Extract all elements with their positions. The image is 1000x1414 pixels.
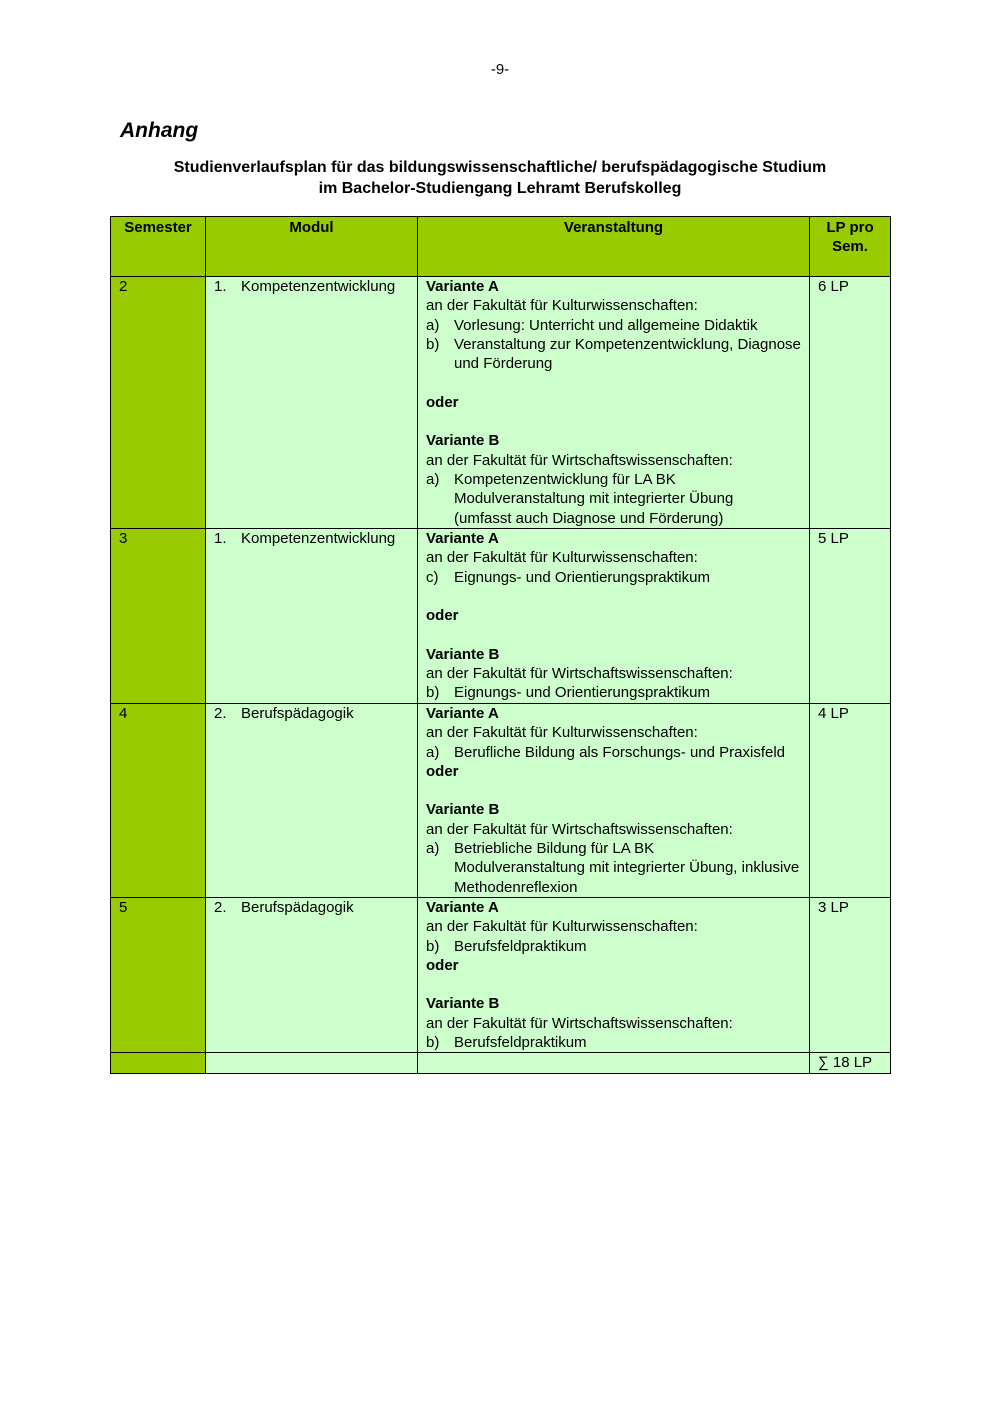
variant-b-title: Variante B <box>426 432 500 450</box>
section-heading: Anhang <box>120 119 199 142</box>
header-lp <box>810 217 891 277</box>
variant-b-title: Variante B <box>426 801 500 819</box>
page-number: -9- <box>490 61 510 78</box>
total-modul-cell <box>206 1053 418 1073</box>
course-item <box>426 568 801 587</box>
spacer <box>426 412 801 431</box>
total-row <box>111 1053 891 1073</box>
semester-cell: 2 <box>111 277 206 529</box>
title-line-1: Studienverlaufsplan für das bildungswissenschaftliche/ berufspädagogische Studium <box>173 159 827 176</box>
item-marker: b) <box>426 1034 440 1052</box>
item-text <box>454 470 733 528</box>
study-plan-table <box>110 216 891 1074</box>
item-line: Modulveranstaltung mit integrierter Übung, inklusive Methodenreflexion <box>454 859 800 896</box>
variant-a-faculty: an der Fakultät für Kulturwissenschaften: <box>426 549 698 567</box>
item-marker: a) <box>426 743 440 761</box>
item-line: Modulveranstaltung mit integrierter Übung <box>454 490 734 508</box>
variant-a-title: Variante A <box>426 899 499 916</box>
item-line: Veranstaltung zur Kompetenzentwicklung, Diagnose und Förderung <box>454 335 801 373</box>
table-row <box>111 529 891 704</box>
spacer <box>426 373 801 392</box>
modul-name: Kompetenzentwicklung <box>241 530 396 547</box>
item-marker: a) <box>426 470 440 488</box>
variant-a-title: Variante A <box>426 278 499 295</box>
variant-b-title: Variante B <box>426 645 500 663</box>
header-semester: Semester <box>111 217 206 277</box>
veranstaltung-cell <box>418 529 810 704</box>
item-text <box>454 335 801 374</box>
table-row <box>111 704 891 898</box>
variant-a-faculty: an der Fakultät für Kulturwissenschaften: <box>426 724 698 742</box>
item-text <box>454 839 801 897</box>
modul-number: 2. <box>214 705 227 722</box>
modul-number: 1. <box>214 530 227 547</box>
title-line-2: im Bachelor-Studiengang Lehramt Berufskolleg <box>318 180 682 197</box>
modul-cell <box>206 898 418 1053</box>
variant-a-title: Variante A <box>426 705 499 722</box>
oder-label: oder <box>426 393 459 411</box>
veranstaltung-cell <box>418 277 810 529</box>
variant-b-faculty: an der Fakultät für Wirtschaftswissenschaften: <box>426 665 733 683</box>
course-item <box>426 937 801 956</box>
course-item <box>426 335 801 374</box>
item-marker: c) <box>426 568 439 586</box>
modul-entry <box>214 277 409 296</box>
variant-b-title: Variante B <box>426 995 500 1013</box>
course-item <box>426 683 801 702</box>
oder-label: oder <box>426 956 459 974</box>
modul-entry <box>214 529 409 548</box>
table-header-row <box>111 217 891 277</box>
item-line: Eignungs- und Orientierungspraktikum <box>454 568 710 586</box>
veranstaltung-cell <box>418 704 810 898</box>
total-lp: ∑ 18 LP <box>810 1053 891 1073</box>
veranstaltung-cell <box>418 898 810 1053</box>
semester-cell: 5 <box>111 898 206 1053</box>
variant-b-faculty: an der Fakultät für Wirtschaftswissenschaften: <box>426 451 733 469</box>
item-marker: a) <box>426 840 440 858</box>
course-item <box>426 470 801 528</box>
item-marker: b) <box>426 937 440 955</box>
modul-cell <box>206 277 418 529</box>
item-line: (umfasst auch Diagnose und Förderung) <box>454 509 724 527</box>
modul-cell <box>206 529 418 704</box>
spacer <box>426 625 801 644</box>
item-line: Kompetenzentwicklung für LA BK <box>454 470 676 488</box>
item-line: Eignungs- und Orientierungspraktikum <box>454 684 710 702</box>
modul-name: Berufspädagogik <box>241 705 354 722</box>
modul-cell <box>206 704 418 898</box>
item-line: Betriebliche Bildung für LA BK <box>454 840 655 858</box>
oder-label: oder <box>426 762 459 780</box>
lp-cell: 4 LP <box>810 704 891 898</box>
item-text <box>454 683 710 702</box>
item-line: Vorlesung: Unterricht und allgemeine Didaktik <box>454 316 758 334</box>
total-veranstaltung-cell <box>418 1053 810 1073</box>
total-semester-cell <box>111 1053 206 1073</box>
modul-number: 1. <box>214 278 227 295</box>
course-item <box>426 743 801 762</box>
table-row <box>111 898 891 1053</box>
modul-number: 2. <box>214 899 227 916</box>
item-text <box>454 568 710 587</box>
course-item <box>426 1033 801 1052</box>
modul-name: Kompetenzentwicklung <box>241 278 396 295</box>
course-item <box>426 839 801 897</box>
modul-name: Berufspädagogik <box>241 899 354 916</box>
variant-a-title: Variante A <box>426 530 499 547</box>
header-modul: Modul <box>206 217 418 277</box>
semester-cell: 3 <box>111 529 206 704</box>
spacer <box>426 587 801 606</box>
lp-cell: 3 LP <box>810 898 891 1053</box>
variant-b-faculty: an der Fakultät für Wirtschaftswissenschaften: <box>426 820 733 838</box>
variant-b-faculty: an der Fakultät für Wirtschaftswissenschaften: <box>426 1014 733 1032</box>
item-line: Berufsfeldpraktikum <box>454 1034 587 1052</box>
lp-cell: 5 LP <box>810 529 891 704</box>
item-line: Berufsfeldpraktikum <box>454 937 587 955</box>
item-marker: b) <box>426 684 440 702</box>
oder-label: oder <box>426 607 459 625</box>
semester-cell: 4 <box>111 704 206 898</box>
spacer <box>426 975 801 994</box>
variant-a-faculty: an der Fakultät für Kulturwissenschaften: <box>426 297 698 315</box>
modul-entry <box>214 898 409 917</box>
table-row <box>111 277 891 529</box>
header-veranstaltung: Veranstaltung <box>418 217 810 277</box>
modul-entry <box>214 704 409 723</box>
course-item <box>426 316 801 335</box>
spacer <box>426 781 801 800</box>
lp-cell: 6 LP <box>810 277 891 529</box>
document-title <box>110 157 890 199</box>
item-text <box>454 316 758 335</box>
header-lp-line-2: Sem. <box>832 238 868 256</box>
item-text <box>454 1033 587 1052</box>
item-line: Berufliche Bildung als Forschungs- und Praxisfeld <box>454 743 786 761</box>
header-lp-line-1: LP pro <box>826 219 874 236</box>
item-marker: a) <box>426 316 440 334</box>
variant-a-faculty: an der Fakultät für Kulturwissenschaften: <box>426 918 698 936</box>
item-marker: b) <box>426 335 440 353</box>
item-text <box>454 937 587 956</box>
item-text <box>454 743 785 762</box>
